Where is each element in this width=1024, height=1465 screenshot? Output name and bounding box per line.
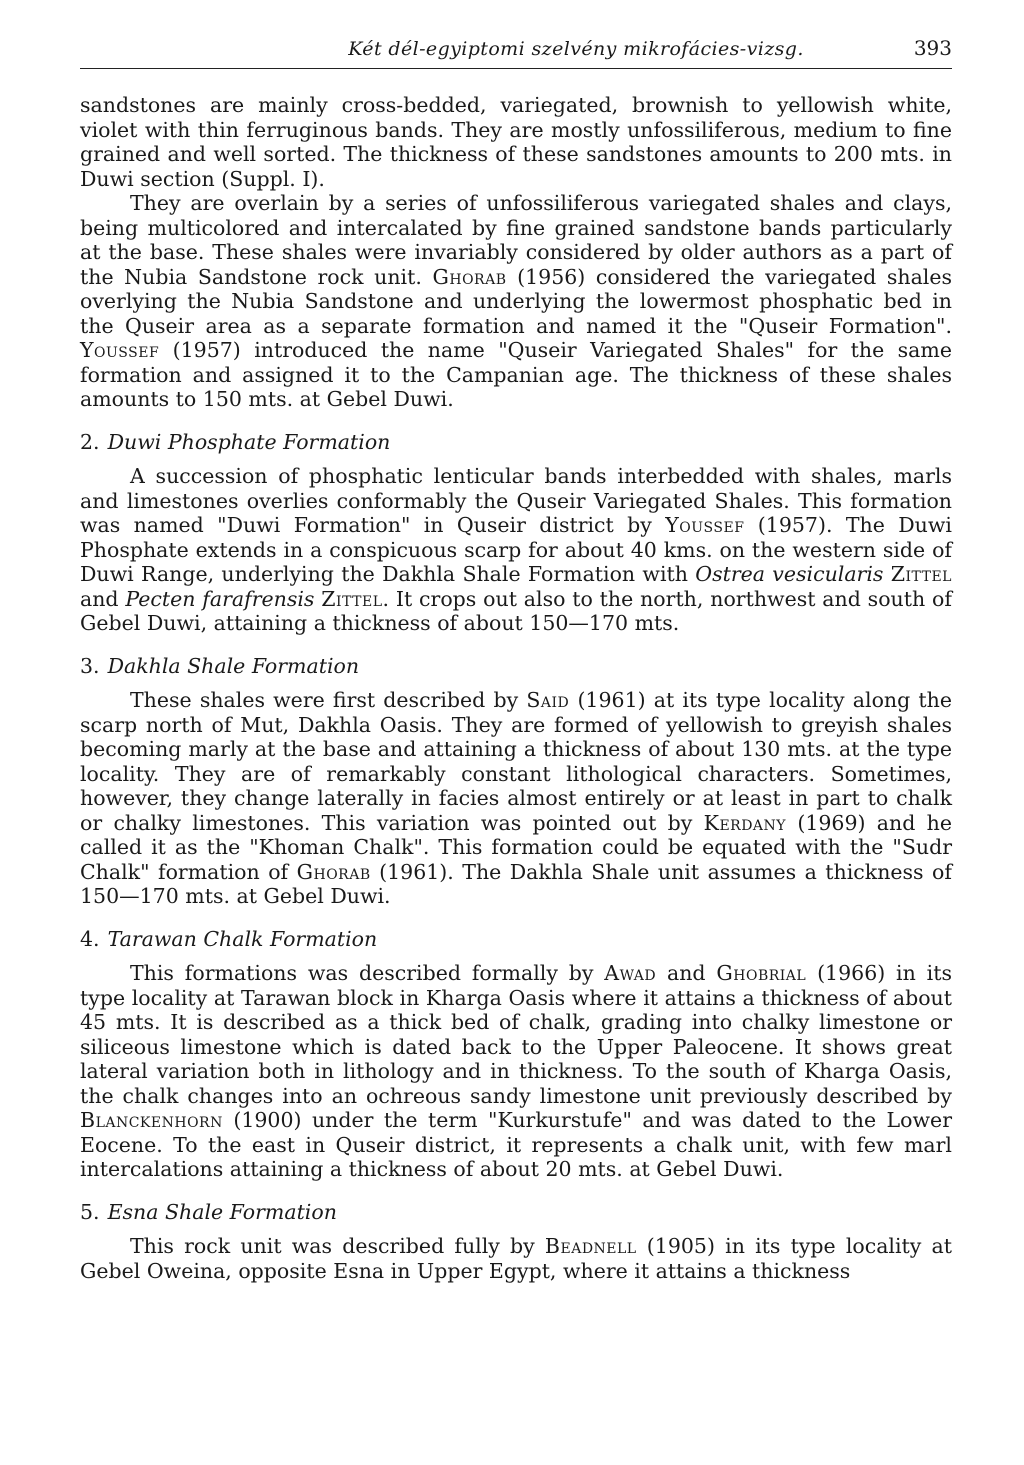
page-number: 393: [913, 36, 952, 60]
author-name: Kerdany: [703, 810, 787, 835]
paragraph-duwi: [80, 464, 952, 636]
paragraph-text: (1900) under the term "Kurkurstufe" and was dated to the Lower Eocene. To the east in Quseir district, it represents a chalk unit, with few marl intercalations attaining a thickness of about 20 mts. at Gebel Duwi.: [80, 1108, 952, 1181]
paragraph-dakhla: [80, 688, 952, 909]
author-name: Zittel: [321, 586, 383, 611]
section-number: 5.: [80, 1199, 100, 1224]
paragraph-text: A succession of phosphatic lenticular bands interbedded with shales, marls and limestones overlies conformably the Quseir Variegated Shales. This formation was named "Duwi Formation" in Quseir district by: [80, 464, 952, 537]
section-number: 2.: [80, 429, 100, 454]
author-name: Zittel: [890, 562, 952, 586]
running-title: Két dél-egyiptomi szelvény mikrofácies-vizsg.: [348, 38, 804, 60]
author-name: Blanckenhorn: [80, 1108, 223, 1132]
section-number: 4.: [80, 926, 100, 951]
paragraph-text: sandstones are mainly cross-bedded, variegated, brownish to yellowish white, violet with thin ferruginous bands. They are mostly unfossiliferous, medium to fine grained and well sorted. The thickness of these sandstones amounts to 200 mts. in Duwi section (Suppl. I).: [80, 93, 952, 191]
paragraph-text: (1969) and he called it as the "Khoman Chalk". This formation could be equated with the "Sudr Chalk" formation of: [80, 810, 952, 884]
paragraph-text: (1956) considered the variegated shales overlying the Nubia Sandstone and underlying the lowermost phosphatic bed in the Quseir area as a separate formation and named it the "Quseir Formation".: [80, 264, 953, 338]
paragraph-text: (1905) in its type locality at Gebel Oweina, opposite Esna in Upper Egypt, where it attains a thickness: [80, 1234, 952, 1283]
section-number: 3.: [80, 653, 100, 678]
paragraph-text: These shales were first described by: [130, 688, 519, 712]
author-name: Said: [526, 688, 570, 712]
author-name: Ghorab: [432, 264, 507, 289]
paragraph-text: (1961). The Dakhla Shale unit assumes a thickness of 150—170 mts. at Gebel Duwi.: [80, 859, 952, 908]
paragraph-text: (1966) in its type locality at Tarawan block in Kharga Oasis where it attains a thickness of about 45 mts. It is described as a thick bed of chalk, grading into chalky limestone or siliceous limestone which is dated back to the Upper Paleocene. It shows great lateral variation both in lithology and in thickness. To the south of Kharga Oasis, the chalk changes into an ochreous sandy limestone unit previously described by: [80, 961, 952, 1108]
author-name: Youssef: [665, 513, 745, 537]
paragraph-variegated-shales: [80, 191, 952, 412]
paragraph-text: (1957). The Duwi Phosphate extends in a conspicuous scarp for about 40 kms. on the western side of Duwi Range, underlying the Dakhla Shale Formation with: [80, 513, 952, 586]
section-title: Dakhla Shale Formation: [107, 653, 360, 678]
author-name: Awad: [604, 961, 657, 985]
author-name: Ghobrial: [716, 961, 807, 985]
paragraph-tarawan: [80, 961, 952, 1182]
section-title: Tarawan Chalk Formation: [107, 926, 378, 951]
paragraph-text: This formations was described formally by: [130, 961, 594, 985]
paragraph-text: (1957) introduced the name "Quseir Variegated Shales" for the same formation and assigned it to the Campanian age. The thickness of these shales amounts to 150 mts. at Gebel Duwi.: [80, 338, 952, 411]
author-name: Ghorab: [296, 859, 371, 884]
section-title: Esna Shale Formation: [107, 1199, 337, 1224]
paragraph-text: and: [80, 586, 119, 611]
section-title: Duwi Phosphate Formation: [107, 429, 391, 454]
species-name: Pecten farafrensis: [125, 586, 315, 611]
paragraph-text: They are overlain by a series of unfossiliferous variegated shales and clays, being multicolored and intercalated by fine grained sandstone bands particularly at the base. These shales were invariably considered by older authors as a part of the Nubia Sandstone rock unit.: [80, 191, 952, 289]
article-body: [80, 93, 952, 1283]
paragraph-text: This rock unit was described fully by: [130, 1234, 535, 1258]
section-heading-dakhla: [80, 654, 952, 679]
section-heading-duwi: [80, 430, 952, 455]
page-header: [80, 34, 952, 69]
author-name: Youssef: [80, 338, 160, 362]
page: [80, 34, 952, 1283]
paragraph-text: (1961) at its type locality along the scarp north of Mut, Dakhla Oasis. They are formed of yellowish to greyish shales becoming marly at the base and attaining a thickness of about 130 mts. at the type locality. They are of remarkably constant lithological characters. Sometimes, however, they change laterally in facies almost entirely or at least in part to chalk or chalky limestones. This variation was pointed out by: [80, 688, 952, 835]
paragraph-sandstones: [80, 93, 952, 191]
paragraph-text: . It crops out also to the north, northwest and south of Gebel Duwi, attaining a thickness of about 150—170 mts.: [80, 586, 952, 635]
paragraph-text: and: [666, 961, 706, 985]
section-heading-esna: [80, 1200, 952, 1225]
author-name: Beadnell: [544, 1234, 637, 1258]
species-name: Ostrea vesicularis: [695, 562, 884, 586]
paragraph-esna: [80, 1234, 952, 1283]
section-heading-tarawan: [80, 927, 952, 952]
